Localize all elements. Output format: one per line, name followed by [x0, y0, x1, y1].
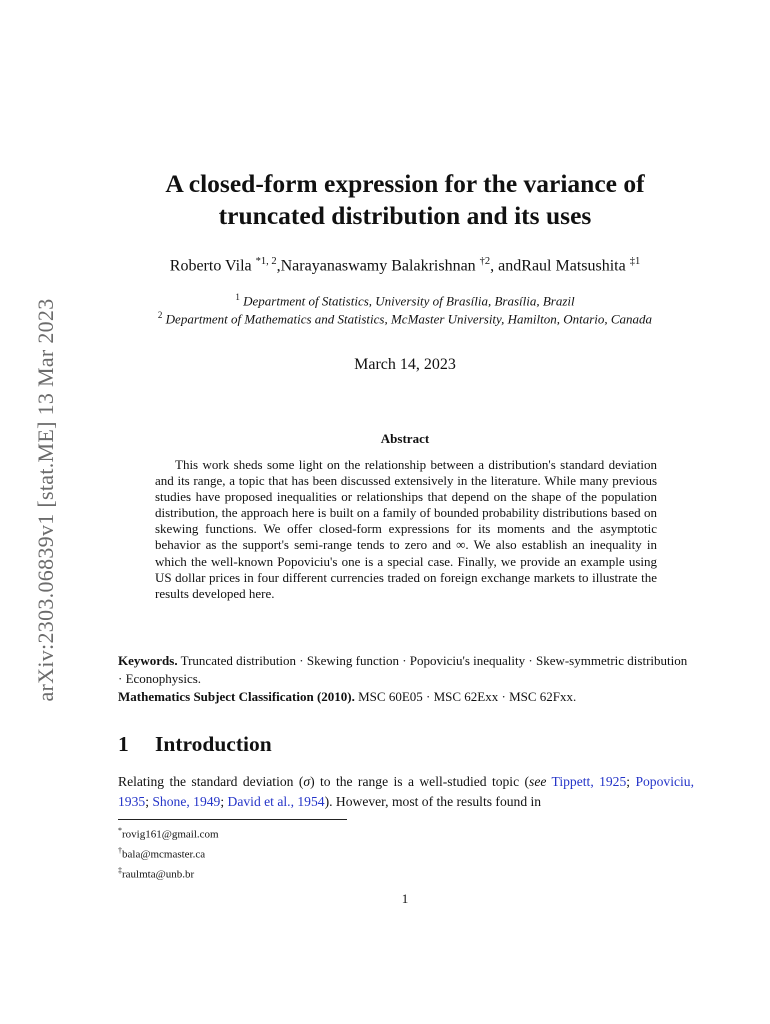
citation-david-link[interactable]: David et al., 1954 [227, 794, 325, 809]
footnotes [118, 823, 219, 883]
author-name-3: Raul Matsushita [521, 257, 626, 275]
affiliation-mark-2: 2 [157, 310, 163, 320]
publication-date: March 14, 2023 [354, 356, 456, 373]
author-name-2: Narayanaswamy Balakrishnan [280, 257, 476, 275]
footnote-1 [118, 823, 219, 843]
affiliation-2 [100, 310, 710, 327]
footnote-divider [118, 819, 347, 820]
abstract-heading: Abstract [380, 431, 430, 446]
citation-separator-3: ; [220, 794, 228, 809]
msc-label: Mathematics Subject Classification (2010). [118, 689, 355, 704]
citation-separator-1: ; [626, 774, 636, 789]
author-marks-2: †2 [479, 256, 491, 267]
citation-tippett-link[interactable]: Tippett, 1925 [551, 774, 627, 789]
intro-text-3: ). However, most of the results found in [324, 794, 542, 809]
author-name-1: Roberto Vila [169, 257, 252, 275]
section-title: Introduction [155, 732, 272, 756]
keywords-text: Truncated distribution · Skewing function · Popoviciu's inequality · Skew-symmetric distribution · Econophysics. [118, 653, 688, 686]
intro-text-2: ) to the range is a well-studied topic ( [310, 774, 530, 789]
page-number: 1 [401, 891, 409, 906]
footnote-email-1[interactable]: rovig161@gmail.com [122, 828, 219, 841]
footnote-3 [118, 863, 219, 883]
abstract-body: This work sheds some light on the relationship between a distribution's standard deviation and its range, a topic that has been discussed extensively in the literature. While many previous studies have proposed inequalities or relationships that depend on the shape of the population distribution, the approach here is built on a family of bounded probability distributions based on skewing functions. We offer closed-form expressions for its moments and the asymptotic behavior as the support's semi-range tends to zero and ∞. We also establish an inequality in which the well-known Popoviciu's one is a special case. Finally, we provide an example using US dollar prices in four different currencies traded on foreign exchange markets to illustrate the results developed here. [155, 457, 657, 601]
introduction-paragraph [118, 772, 694, 812]
intro-sigma-symbol: σ [303, 774, 311, 789]
citation-separator-2: ; [145, 794, 153, 809]
footnote-mark-2: † [118, 846, 122, 856]
title-line-1: A closed-form expression for the variance of [165, 169, 645, 198]
section-heading-introduction [118, 732, 272, 757]
section-number: 1 [118, 732, 129, 756]
msc-classification [118, 689, 694, 705]
citation-popoviciu-link[interactable]: Popoviciu, 1935 [118, 774, 694, 809]
author-marks-3: ‡1 [629, 256, 641, 267]
paper-title [100, 168, 710, 232]
arxiv-identifier-stamp: arXiv:2303.06839v1 [stat.ME] 13 Mar 2023 [33, 298, 58, 702]
footnote-mark-1: * [118, 826, 122, 835]
citation-shone-link[interactable]: Shone, 1949 [152, 794, 221, 809]
affiliation-text-2: Department of Mathematics and Statistics, McMaster University, Hamilton, Ontario, Canada [165, 311, 653, 327]
footnote-mark-3: ‡ [118, 866, 122, 876]
footnote-email-2[interactable]: bala@mcmaster.ca [122, 848, 206, 861]
footnote-2 [118, 843, 219, 863]
title-line-2: truncated distribution and its uses [218, 201, 592, 230]
keywords-block [118, 652, 694, 688]
intro-text-1: Relating the standard deviation ( [118, 774, 304, 789]
author-marks-1: *1, 2 [255, 256, 277, 267]
affiliation-mark-1: 1 [235, 292, 240, 302]
intro-see: see [529, 774, 547, 789]
affiliation-text-1: Department of Statistics, University of Brasília, Brasília, Brazil [243, 293, 575, 309]
keywords-label: Keywords. [118, 653, 178, 668]
msc-text: MSC 60E05 · MSC 62Exx · MSC 62Fxx. [358, 689, 577, 704]
author-list: Roberto Vila $^{*1, 2}$,Narayanaswamy Balakrishnan $^{\dagger 2}$, andRaul Matsushita $^{\ddagger 1}$ [169, 256, 641, 275]
footnote-email-3[interactable]: raulmta@unb.br [122, 868, 195, 881]
author-conjunction: and [498, 257, 522, 275]
affiliation-1 [100, 292, 710, 309]
